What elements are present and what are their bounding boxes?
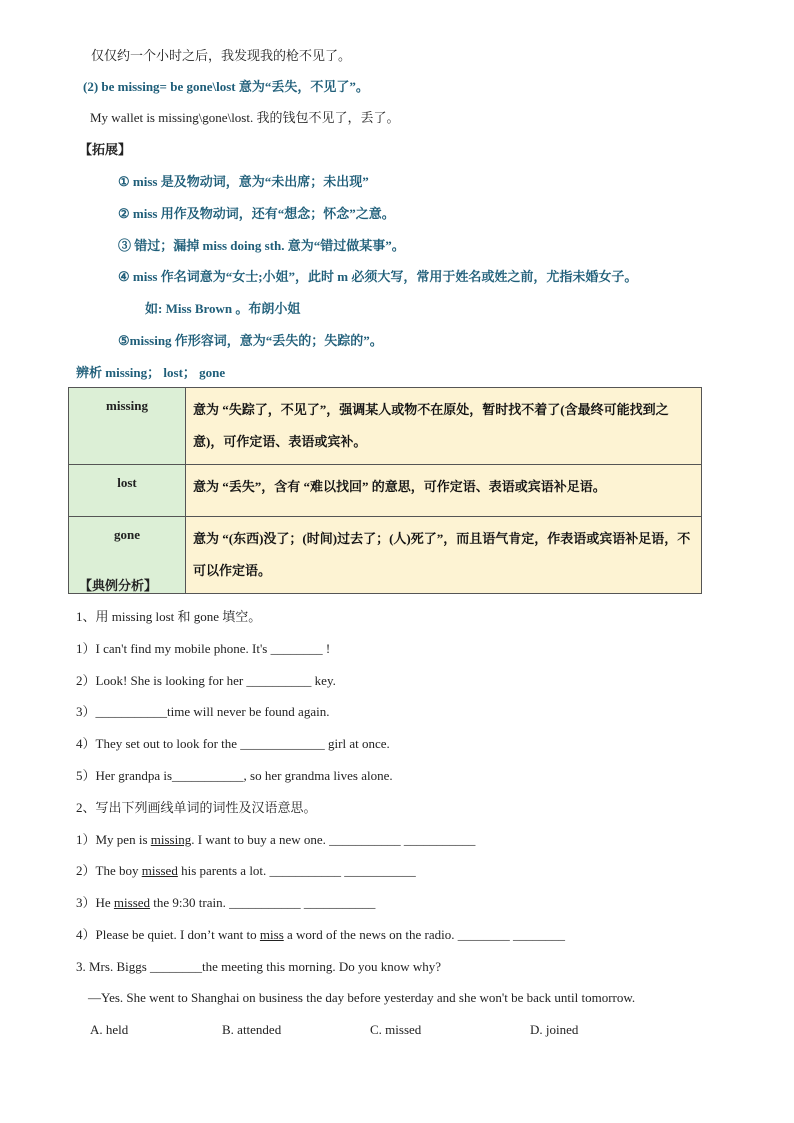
q3-option-c: C. missed [370, 1022, 422, 1037]
expand-heading: 【拓展】 [79, 142, 132, 157]
q1-item: 1）I can't find my mobile phone. It's ________ ! [76, 641, 331, 656]
q1-title: 1、用 missing lost 和 gone 填空。 [76, 609, 262, 624]
table-meaning: 意为 “丢失”，含有 “难以找回” 的意思，可作定语、表语或宾语补足语。 [186, 465, 702, 517]
q2-item-after: a word of the news on the radio. ________ ________ [283, 927, 566, 942]
q2-item [76, 831, 475, 849]
q1-item: 2）Look! She is looking for her __________ key. [76, 673, 336, 688]
q2-item-after: . I want to buy a new one. ___________ ___________ [191, 832, 476, 847]
table-meaning: 意为 “失踪了，不见了”，强调某人或物不在原处，暂时找不着了(含最终可能找到之意)，可作定语、表语或宾补。 [186, 388, 702, 465]
table-row [69, 465, 702, 517]
table-row [69, 388, 702, 465]
q2-item [76, 894, 375, 912]
expand-item-1: ① miss 是及物动词，意为“未出席；未出现” [118, 174, 369, 189]
q2-item-before: 1）My pen is [76, 832, 151, 847]
q3-answer: —Yes. She went to Shanghai on business the day before yesterday and she won't be back until tomorrow. [88, 990, 636, 1005]
q2-title: 2、写出下列画线单词的词性及汉语意思。 [76, 800, 317, 815]
q3-option-b: B. attended [222, 1022, 282, 1037]
q2-item [76, 926, 565, 944]
q2-item-before: 2）The boy [76, 863, 142, 878]
example-wallet: My wallet is missing\gone\lost. 我的钱包不见了，丢了。 [90, 110, 400, 125]
underlined-word: miss [259, 927, 284, 942]
compare-heading: 辨析 missing； lost； gone [76, 365, 226, 380]
q2-item-before: 4）Please be quiet. I don’t want to [76, 927, 260, 942]
expand-item-4: ④ miss 作名词意为“女士;小姐”，此时 m 必须大写，常用于姓名或姓之前，尤指未婚女子。 [118, 269, 638, 284]
q2-item [76, 862, 416, 880]
q1-item: 3）___________time will never be found again. [76, 704, 330, 719]
q3-option-a: A. held [90, 1022, 129, 1037]
table-word: lost [69, 465, 186, 517]
compare-table [68, 387, 702, 594]
expand-item-6: ⑤missing 作形容词，意为“丢失的；失踪的”。 [118, 333, 383, 348]
q1-item: 5）Her grandpa is___________, so her grandma lives alone. [76, 768, 393, 783]
table-meaning: 意为 “(东西)没了；(时间)过去了；(人)死了”，而且语气肯定，作表语或宾语补足语，不可以作定语。 [186, 517, 702, 594]
expand-item-5: 如: Miss Brown 。布朗小姐 [145, 301, 301, 316]
q3-option-d: D. joined [530, 1022, 579, 1037]
underlined-word: missed [113, 895, 151, 910]
table-word: gone [69, 517, 186, 594]
expand-item-2: ② miss 用作及物动词，还有“想念；怀念”之意。 [118, 206, 395, 221]
point-2: (2) be missing= be gone\lost 意为“丢失，不见了”。 [83, 79, 369, 94]
intro-line: 仅仅约一个小时之后，我发现我的枪不见了。 [91, 48, 352, 63]
table-row [69, 517, 702, 594]
q1-item: 4）They set out to look for the _____________ girl at once. [76, 736, 390, 751]
q3-question: 3. Mrs. Biggs ________the meeting this morning. Do you know why? [76, 959, 442, 974]
table-word: missing [69, 388, 186, 465]
examples-heading: 【典例分析】 [79, 578, 158, 593]
underlined-word: missing [150, 832, 192, 847]
q2-item-before: 3）He [76, 895, 114, 910]
expand-item-3: ③ 错过；漏掉 miss doing sth. 意为“错过做某事”。 [118, 238, 405, 253]
underlined-word: missed [141, 863, 178, 878]
q2-item-after: his parents a lot. ___________ ___________ [177, 863, 416, 878]
q2-item-after: the 9:30 train. ___________ ___________ [150, 895, 376, 910]
